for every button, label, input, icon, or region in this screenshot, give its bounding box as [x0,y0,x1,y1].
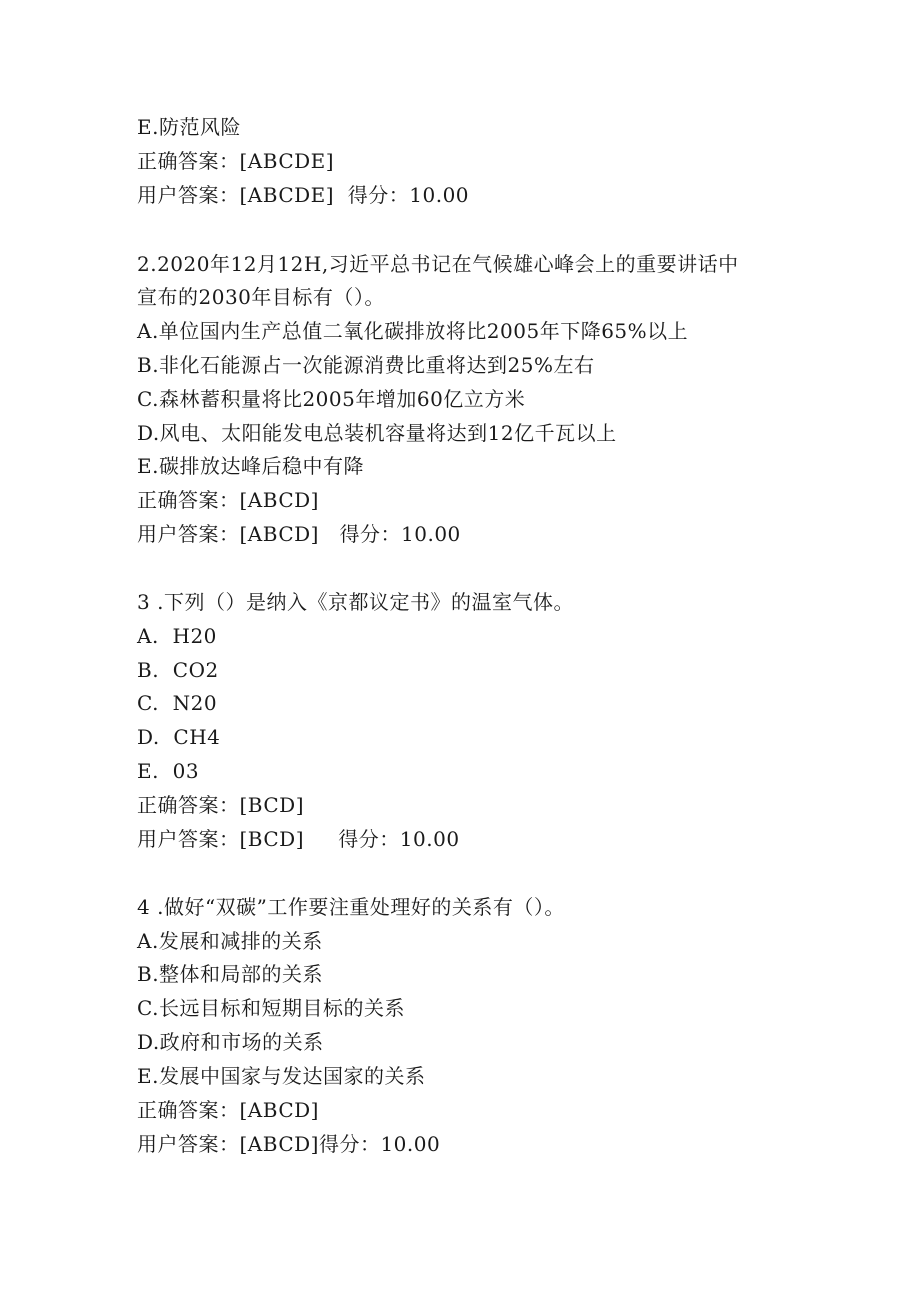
q3-user-answer-score: 用户答案：[BCD] 得分：10.00 [137,827,460,851]
q2-user-answer-score: 用户答案：[ABCD] 得分：10.00 [137,522,461,546]
q3-option-c: C. N20 [137,691,218,715]
q3-option-d: D. CH4 [137,725,221,749]
q2-option-d: D.风电、太阳能发电总装机容量将达到12亿千瓦以上 [137,421,617,445]
q4-option-c: C.长远目标和短期目标的关系 [137,996,405,1020]
q2-stem-line1: 2.2020年12月12H,习近平总书记在气候雄心峰会上的重要讲话中 [137,252,739,276]
q3-option-a: A. H20 [137,624,217,648]
q4-user-answer-score: 用户答案：[ABCD]得分：10.00 [137,1132,441,1156]
q3-option-e: E. 03 [137,759,200,783]
q1-user-answer-score: 用户答案：[ABCDE] 得分：10.00 [137,183,470,207]
q4-option-b: B.整体和局部的关系 [137,962,324,986]
q4-option-a: A.发展和减排的关系 [137,929,323,953]
q3-option-b: B. CO2 [137,658,219,682]
q3-correct-answer: 正确答案：[BCD] [137,793,305,817]
q2-option-c: C.森林蓄积量将比2005年增加60亿立方米 [137,387,526,411]
q4-option-e: E.发展中国家与发达国家的关系 [137,1064,426,1088]
q1-option-e: E.防范风险 [137,115,241,139]
q2-option-e: E.碳排放达峰后稳中有降 [137,454,364,478]
q4-stem: 4 .做好“双碳”工作要注重处理好的关系有（）。 [137,895,565,919]
q2-option-b: B.非化石能源占一次能源消费比重将达到25%左右 [137,353,595,377]
q4-correct-answer: 正确答案：[ABCD] [137,1098,319,1122]
q2-correct-answer: 正确答案：[ABCD] [137,488,319,512]
q1-correct-answer: 正确答案：[ABCDE] [137,149,335,173]
q4-option-d: D.政府和市场的关系 [137,1030,324,1054]
q3-stem: 3 .下列（）是纳入《京都议定书》的温室气体。 [137,590,574,614]
q2-option-a: A.单位国内生产总值二氧化碳排放将比2005年下降65%以上 [137,319,689,343]
q2-stem-line2: 宣布的2030年目标有（）。 [137,285,385,309]
